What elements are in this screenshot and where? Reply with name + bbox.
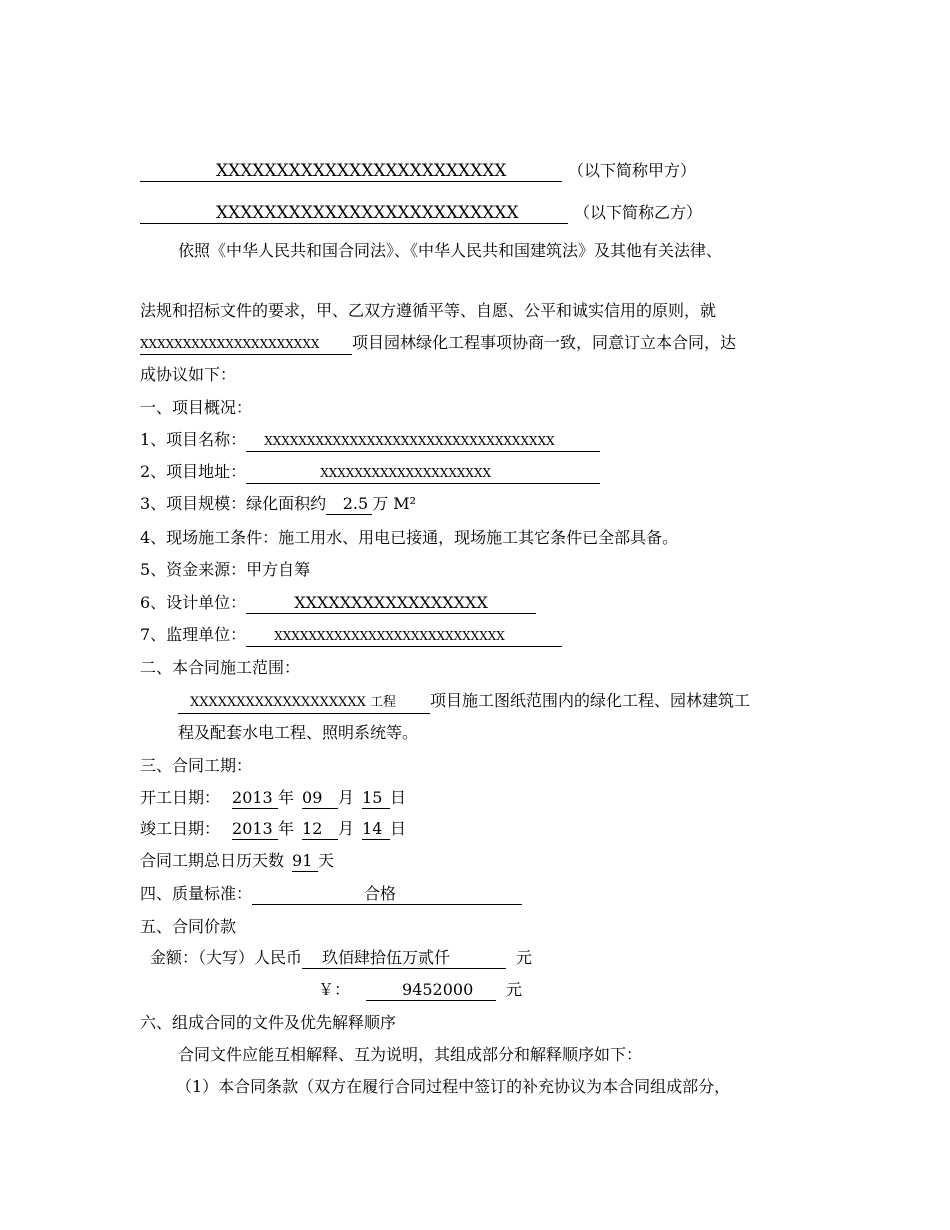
preamble-line-2: 法规和招标文件的要求，甲、乙双方遵循平等、自愿、公平和诚实信用的原则，就 bbox=[140, 301, 717, 320]
quality-row bbox=[140, 883, 522, 905]
supervisor-value: XXXXXXXXXXXXXXXXXXXXXXXXXXX bbox=[246, 626, 562, 647]
site-conditions: 4、现场施工条件：施工用水、用电已接通，现场施工其它条件已全部具备。 bbox=[140, 528, 679, 547]
project-scale-value: 2.5 bbox=[326, 494, 372, 515]
designer-label: 6、设计单位： bbox=[140, 593, 247, 612]
project-address-value: XXXXXXXXXXXXXXXXXXXX bbox=[246, 463, 600, 484]
party-b-suffix: （以下简称乙方） bbox=[574, 203, 703, 222]
scope-line-1 bbox=[178, 690, 750, 714]
project-name-value: XXXXXXXXXXXXXXXXXXXXXXXXXXXXXXXXXX bbox=[246, 431, 600, 452]
section1-heading: 一、项目概况： bbox=[140, 398, 253, 417]
supervisor-label: 7、监理单位： bbox=[140, 625, 247, 644]
funding-source: 5、资金来源：甲方自筹 bbox=[140, 560, 311, 579]
section3-heading: 三、合同工期： bbox=[140, 756, 253, 775]
project-scale-row bbox=[140, 493, 416, 515]
project-name-label: 1、项目名称： bbox=[140, 430, 247, 449]
section6-intro: 合同文件应能互相解释、互为说明，其组成部分和解释顺序如下： bbox=[178, 1045, 643, 1064]
amount-words-row bbox=[150, 947, 532, 969]
party-b-line bbox=[140, 202, 702, 224]
supervisor-row bbox=[140, 624, 562, 647]
project-scale-label: 3、项目规模：绿化面积约 bbox=[140, 494, 327, 513]
party-a-line bbox=[140, 160, 696, 182]
designer-row bbox=[140, 592, 536, 614]
end-year: 2013 bbox=[232, 819, 278, 840]
end-year-char: 年 bbox=[278, 819, 295, 838]
party-b-name: XXXXXXXXXXXXXXXXXXXXXXXXX bbox=[140, 203, 568, 224]
yen-label: ￥： bbox=[318, 980, 351, 999]
start-year: 2013 bbox=[232, 788, 278, 809]
preamble-project: XXXXXXXXXXXXXXXXXXXXX bbox=[140, 334, 352, 355]
section5-heading: 五、合同价款 bbox=[140, 917, 237, 936]
total-days-row bbox=[140, 850, 334, 872]
designer-value: XXXXXXXXXXXXXXXXX bbox=[246, 593, 536, 614]
party-a-name: XXXXXXXXXXXXXXXXXXXXXXXX bbox=[140, 161, 562, 182]
amount-number: 9452000 bbox=[366, 980, 496, 1001]
section6-item-1: （1）本合同条款（双方在履行合同过程中签订的补充协议为本合同组成部分， bbox=[176, 1077, 731, 1096]
end-date-row bbox=[140, 818, 406, 840]
amount-words-unit: 元 bbox=[516, 948, 533, 967]
start-day: 15 bbox=[362, 788, 390, 809]
total-days-unit: 天 bbox=[318, 851, 335, 870]
preamble-line-3-rest: 项目园林绿化工程事项协商一致，同意订立本合同，达 bbox=[352, 333, 737, 352]
section2-heading: 二、本合同施工范围： bbox=[140, 658, 301, 677]
amount-number-row bbox=[318, 979, 522, 1001]
amount-label: 金额：（大写）人民币 bbox=[150, 948, 303, 967]
amount-words: 玖佰肆拾伍万贰仟 bbox=[302, 948, 506, 969]
start-date-row bbox=[140, 787, 406, 809]
scope-rest: 项目施工图纸范围内的绿化工程、园林建筑工 bbox=[430, 691, 751, 710]
end-date-label: 竣工日期： bbox=[140, 819, 221, 838]
quality-value: 合格 bbox=[252, 884, 522, 905]
start-month-char: 月 bbox=[338, 788, 355, 807]
project-scale-unit: 万 M² bbox=[372, 494, 417, 513]
preamble-line-3 bbox=[140, 332, 736, 355]
end-day-char: 日 bbox=[390, 819, 407, 838]
total-days-value: 91 bbox=[292, 851, 318, 872]
project-address-row bbox=[140, 461, 600, 484]
end-month: 12 bbox=[302, 819, 338, 840]
end-day: 14 bbox=[362, 819, 390, 840]
party-a-suffix: （以下简称甲方） bbox=[568, 161, 697, 180]
section4-heading: 四、质量标准： bbox=[140, 884, 253, 903]
project-name-row bbox=[140, 429, 600, 452]
start-day-char: 日 bbox=[390, 788, 407, 807]
end-month-char: 月 bbox=[338, 819, 355, 838]
total-days-label: 合同工期总日历天数 bbox=[140, 851, 285, 870]
project-address-label: 2、项目地址： bbox=[140, 462, 247, 481]
start-year-char: 年 bbox=[278, 788, 295, 807]
start-date-label: 开工日期： bbox=[140, 788, 221, 807]
scope-line-2: 程及配套水电工程、照明系统等。 bbox=[178, 723, 419, 742]
scope-project bbox=[178, 693, 430, 714]
section6-heading: 六、组成合同的文件及优先解释顺序 bbox=[140, 1013, 397, 1032]
preamble-line-4: 成协议如下： bbox=[140, 365, 237, 384]
preamble-line-1: 依照《中华人民共和国合同法》、《中华人民共和国建筑法》及其他有关法律、 bbox=[178, 241, 723, 260]
start-month: 09 bbox=[302, 788, 338, 809]
scope-project-text: XXXXXXXXXXXXXXXXXXX 工程 bbox=[190, 695, 396, 710]
amount-number-unit: 元 bbox=[506, 980, 523, 999]
